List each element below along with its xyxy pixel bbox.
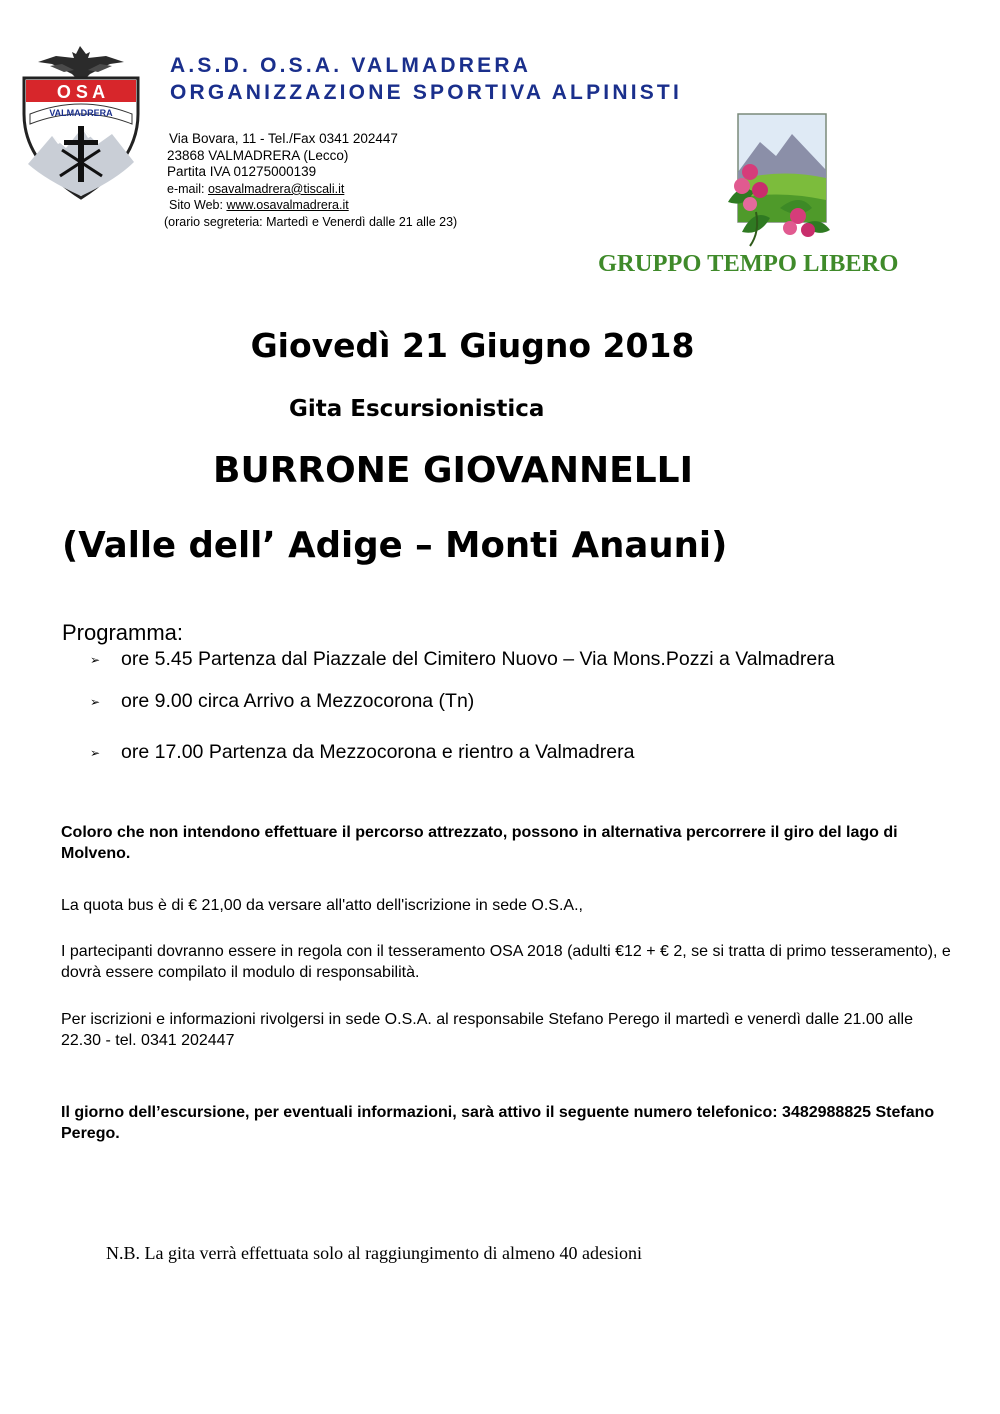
event-date: Giovedì 21 Giugno 2018	[250, 326, 695, 365]
program-label: Programma:	[62, 620, 184, 645]
program-item	[90, 648, 835, 671]
logo-osa-text: O S A	[56, 82, 106, 102]
program-item	[90, 690, 474, 713]
program-item	[90, 741, 634, 764]
org-name-line1: A.S.D. O.S.A. VALMADRERA	[170, 54, 532, 77]
osa-shield-eagle-icon	[16, 44, 146, 202]
logo-ribbon-text: VALMADRERA	[49, 108, 113, 118]
mountain-berries-icon	[720, 112, 832, 248]
contact-vat: Partita IVA 01275000139	[167, 164, 317, 180]
email-link[interactable]: osavalmadrera@tiscali.it	[207, 181, 345, 196]
web-label: Sito Web:	[169, 198, 227, 213]
registration-note: Per iscrizioni e informazioni rivolgersi in sede O.S.A. al responsabile Stefano Perego il martedì e venerdì dalle 21.00 alle 22.30 - tel. 0341 202447	[61, 1011, 913, 1049]
org-name-line2: ORGANIZZAZIONE SPORTIVA ALPINISTI	[170, 81, 682, 104]
contact-address: Via Bovara, 11 - Tel./Fax 0341 202447	[169, 131, 398, 146]
contact-web-row	[164, 197, 457, 214]
bus-fee-note: La quota bus è di € 21,00 da versare all'atto dell'iscrizione in sede O.S.A.,	[61, 897, 583, 914]
program-item-text: ore 9.00 circa Arrivo a Mezzocorona (Tn)	[121, 690, 475, 712]
program-item-text: ore 5.45 Partenza dal Piazzale del Cimitero Nuovo – Via Mons.Pozzi a Valmadrera	[121, 648, 835, 670]
office-hours: (orario segreteria: Martedì e Venerdì dalle 21 alle 23)	[164, 214, 458, 229]
event-type: Gita Escursionistica	[289, 396, 545, 422]
web-link[interactable]: www.osavalmadrera.it	[226, 198, 349, 213]
nb-note: N.B. La gita verrà effettuata solo al raggiungimento di almeno 40 adesioni	[106, 1243, 643, 1263]
bullet-arrow-icon: ➢	[90, 652, 101, 667]
contact-email-row	[164, 181, 457, 198]
program-item-text: ore 17.00 Partenza da Mezzocorona e rientro a Valmadrera	[121, 741, 635, 763]
organization-name	[170, 52, 682, 106]
contact-day-note: Il giorno dell’escursione, per eventuali informazioni, sarà attivo il seguente numero telefonico: 3482988825 Stefano Perego.	[61, 1104, 935, 1142]
contact-block	[164, 131, 457, 231]
event-location: (Valle dell’ Adige – Monti Anauni)	[62, 525, 728, 566]
bullet-arrow-icon: ➢	[90, 745, 101, 760]
contact-city: 23868 VALMADRERA (Lecco)	[167, 147, 349, 163]
event-name: BURRONE GIOVANNELLI	[213, 450, 693, 491]
alternative-note: Coloro che non intendono effettuare il percorso attrezzato, possono in alternativa percorrere il giro del lago di Molveno.	[61, 824, 898, 862]
bullet-arrow-icon: ➢	[90, 694, 101, 709]
email-label: e-mail:	[167, 181, 208, 196]
group-name: GRUPPO TEMPO LIBERO	[598, 250, 899, 277]
membership-note: I partecipanti dovranno essere in regola con il tesseramento OSA 2018 (adulti €12 + € 2, se si tratta di primo tesseramento), e dovrà essere compilato il modulo di responsabilità.	[61, 943, 951, 981]
